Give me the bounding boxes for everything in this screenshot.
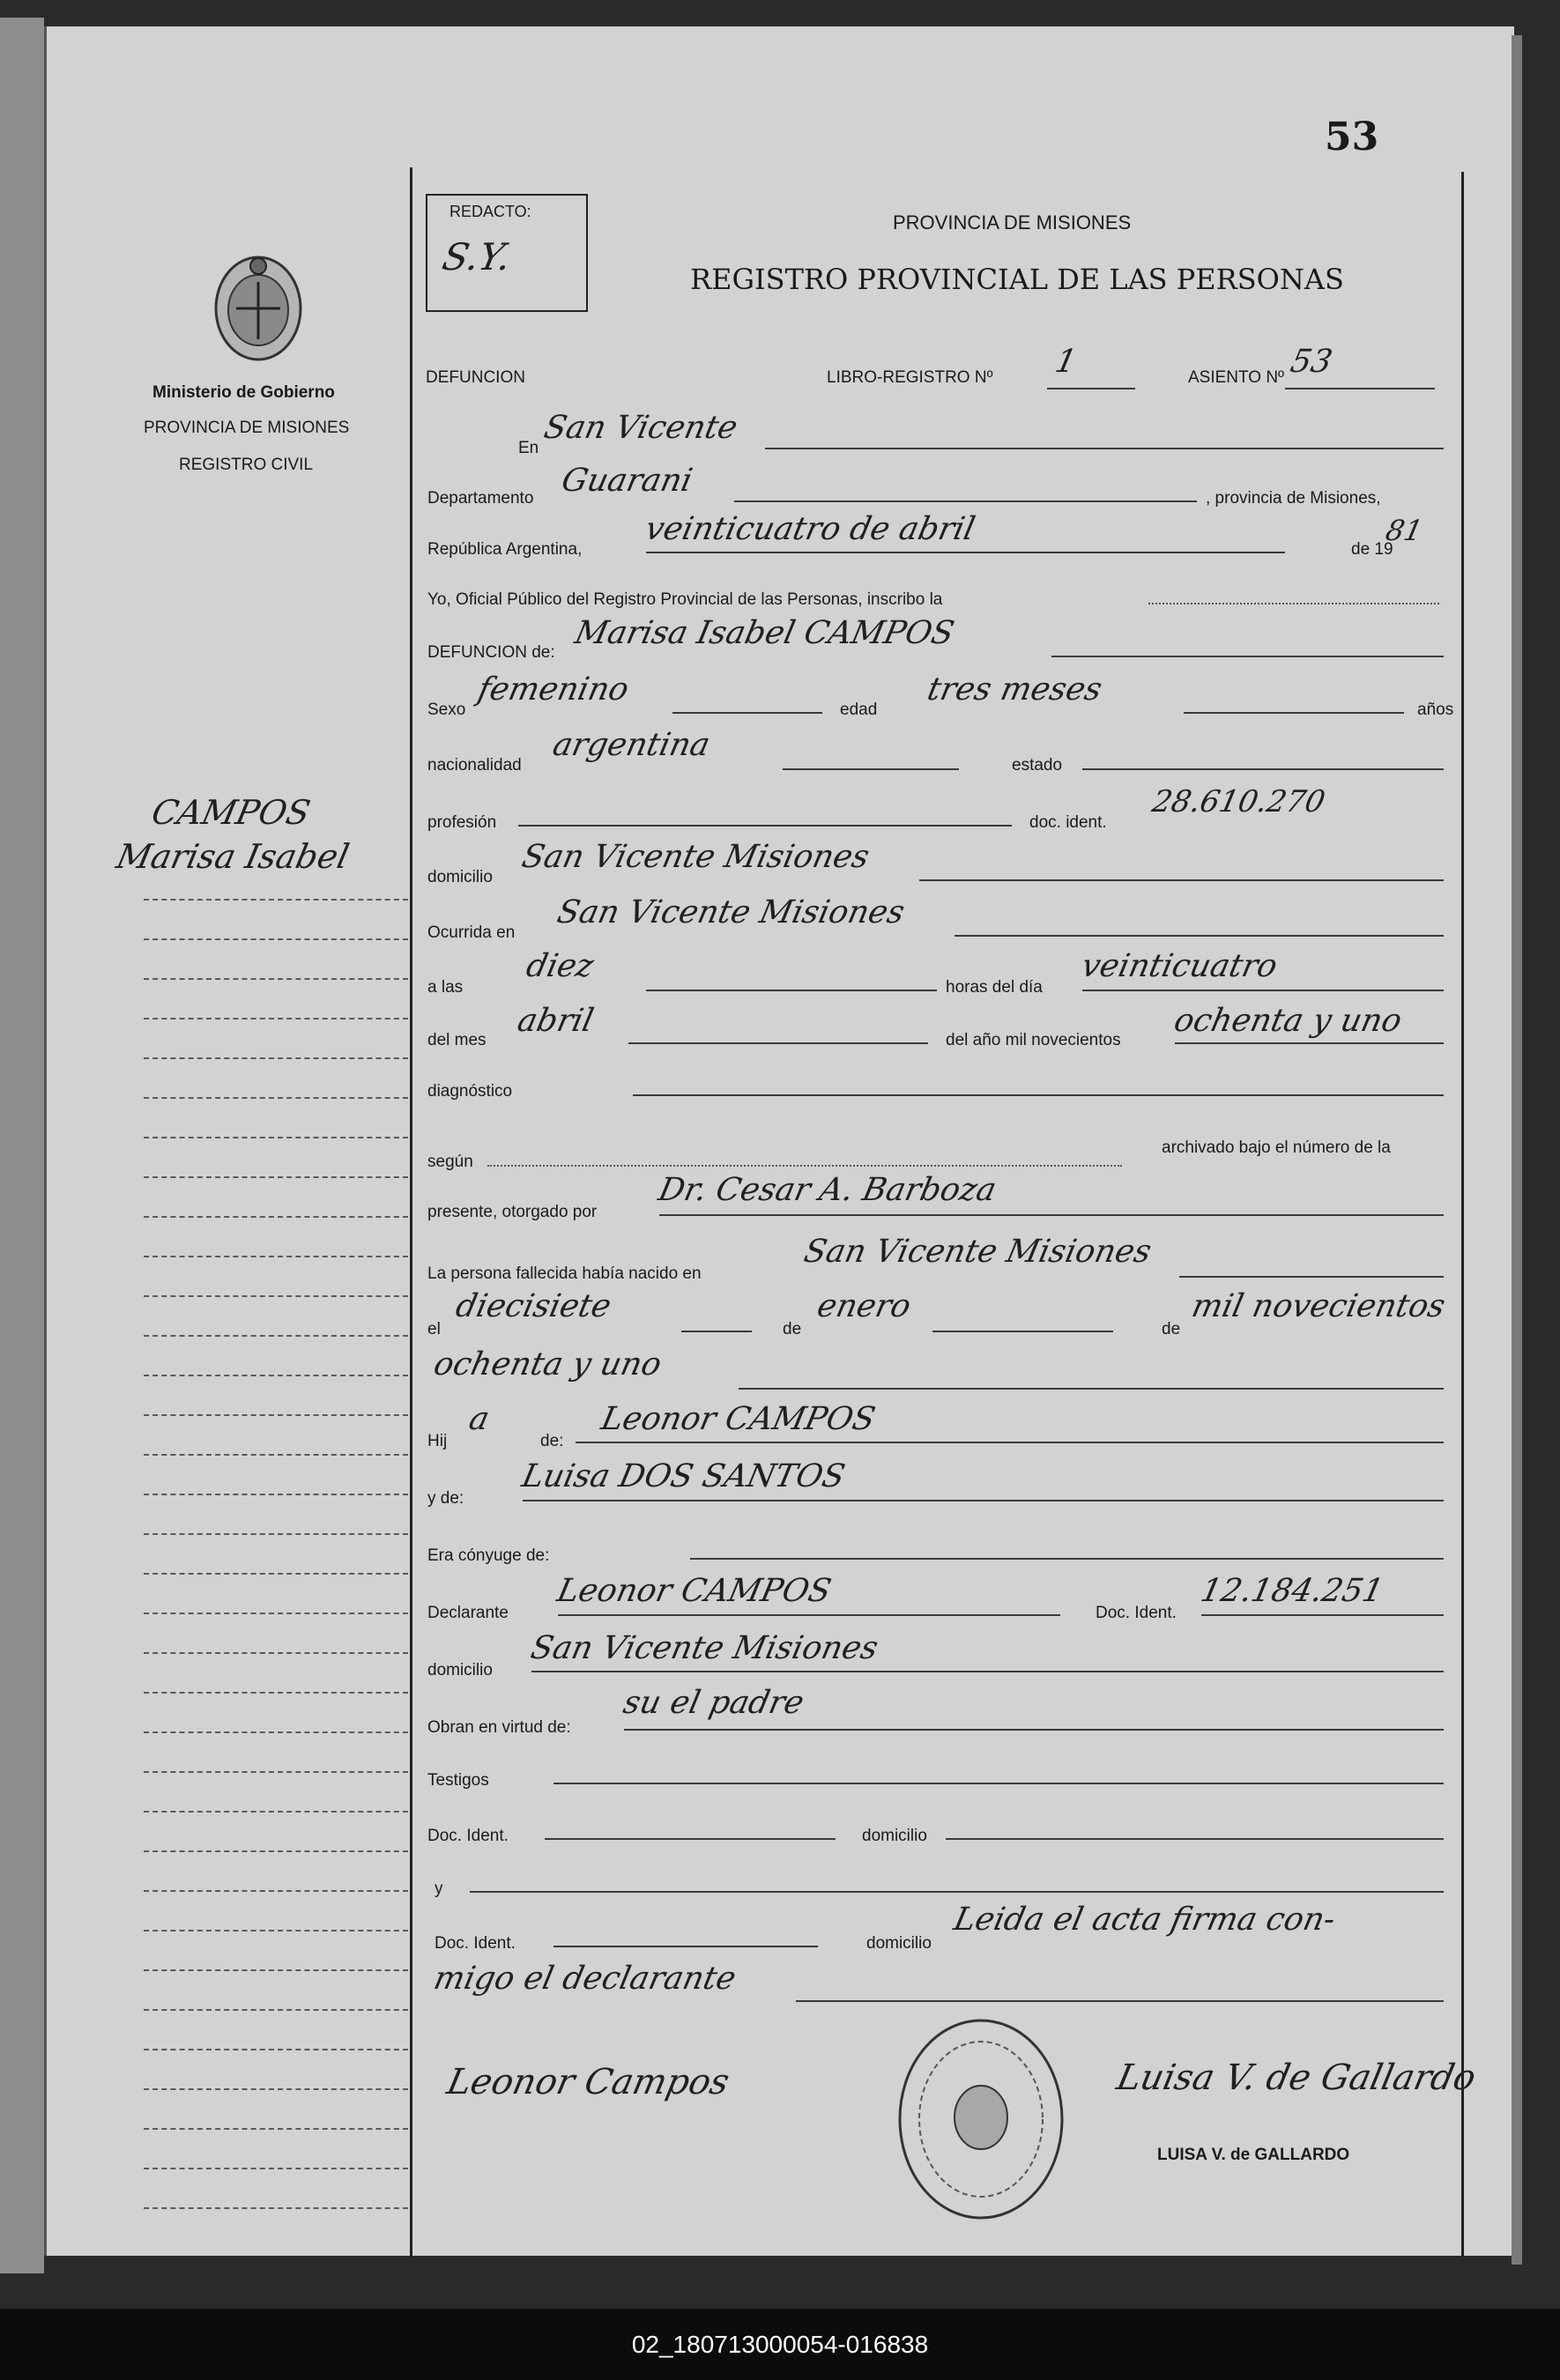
image-caption: 02_180713000054-016838 bbox=[631, 2331, 929, 2358]
margin-line bbox=[144, 938, 408, 940]
nacionalidad-label: nacionalidad bbox=[427, 756, 522, 775]
margin-line bbox=[144, 1414, 408, 1416]
coat-of-arms-icon bbox=[205, 247, 311, 366]
defuncion-label: DEFUNCION de: bbox=[427, 643, 555, 662]
republica-label: República Argentina, bbox=[427, 540, 583, 559]
horas-value: veinticuatro bbox=[1078, 948, 1281, 984]
margin-line bbox=[144, 1652, 408, 1654]
margin-line bbox=[144, 1216, 408, 1218]
margin-line bbox=[144, 1613, 408, 1614]
el-value: diecisiete bbox=[452, 1288, 614, 1324]
testigos-label: Testigos bbox=[427, 1771, 489, 1790]
a-las-value: diez bbox=[523, 948, 598, 984]
domicilio2-label: domicilio bbox=[427, 1661, 493, 1679]
nacido-label: La persona fallecida había nacido en bbox=[427, 1264, 702, 1283]
margin-line bbox=[144, 1097, 408, 1099]
margin-line bbox=[144, 1731, 408, 1733]
madre-value: Leonor CAMPOS bbox=[598, 1401, 879, 1437]
y2-line bbox=[470, 1891, 1444, 1893]
diagnostico-label: diagnóstico bbox=[427, 1082, 513, 1101]
ocurrida-value: San Vicente Misiones bbox=[553, 894, 908, 930]
margin-line bbox=[144, 1692, 408, 1694]
conyuge-label: Era cónyuge de: bbox=[427, 1546, 550, 1565]
doc-ident4-line bbox=[553, 1946, 818, 1947]
declarante-line bbox=[558, 1614, 1060, 1616]
oficial-line bbox=[1148, 603, 1439, 604]
redacto-value: S.Y. bbox=[438, 235, 516, 278]
margin-given-names: Marisa Isabel bbox=[113, 837, 353, 876]
continuation-value: ochenta y uno bbox=[430, 1346, 665, 1383]
obran-line bbox=[624, 1729, 1444, 1731]
estado-label: estado bbox=[1012, 756, 1063, 775]
el-label: el bbox=[427, 1320, 441, 1338]
margin-surname: CAMPOS bbox=[148, 793, 314, 832]
leida-continuation: migo el declarante bbox=[430, 1961, 739, 1997]
header-registry: REGISTRO PROVINCIAL DE LAS PERSONAS bbox=[690, 263, 1344, 296]
header-province: PROVINCIA DE MISIONES bbox=[893, 211, 1132, 234]
del-ano-line bbox=[1175, 1042, 1444, 1044]
page-number: 53 bbox=[1325, 115, 1379, 159]
asiento-line bbox=[1285, 388, 1435, 389]
y2-label: y bbox=[435, 1880, 443, 1898]
domicilio2-line bbox=[531, 1671, 1444, 1672]
margin-line bbox=[144, 899, 408, 901]
nacionalidad-value: argentina bbox=[549, 727, 714, 763]
declarante-value: Leonor CAMPOS bbox=[553, 1573, 835, 1609]
en-label: En bbox=[518, 439, 539, 457]
provincia-label: , provincia de Misiones, bbox=[1206, 489, 1381, 508]
horas-label: horas del día bbox=[946, 978, 1043, 997]
de2-value: mil novecientos bbox=[1188, 1288, 1449, 1324]
left-column-rule bbox=[410, 167, 412, 2256]
de-line bbox=[932, 1331, 1113, 1332]
presente-label: presente, otorgado por bbox=[427, 1203, 598, 1221]
diagnostico-line bbox=[633, 1094, 1444, 1096]
declarante-label: Declarante bbox=[427, 1604, 509, 1622]
nacido-line bbox=[1179, 1276, 1444, 1278]
estado-line bbox=[1082, 768, 1444, 770]
madre-line bbox=[576, 1442, 1444, 1443]
margin-line bbox=[144, 1335, 408, 1337]
anos-label: años bbox=[1417, 701, 1454, 719]
presente-value: Dr. Cesar A. Barboza bbox=[655, 1172, 999, 1208]
hij-suffix: a bbox=[465, 1401, 493, 1437]
profesion-label: profesión bbox=[427, 813, 497, 832]
margin-line bbox=[144, 1295, 408, 1297]
margin-line bbox=[144, 1256, 408, 1257]
nacionalidad-line bbox=[783, 768, 959, 770]
domicilio2-value: San Vicente Misiones bbox=[527, 1630, 881, 1666]
domicilio-value: San Vicente Misiones bbox=[518, 839, 873, 875]
official-seal-icon bbox=[893, 2013, 1069, 2225]
margin-line bbox=[144, 978, 408, 980]
archivado-label: archivado bajo el número de la bbox=[1162, 1138, 1391, 1157]
hij-label: Hij bbox=[427, 1432, 448, 1450]
right-column-rule bbox=[1461, 172, 1464, 2256]
doc-ident4-label: Doc. Ident. bbox=[435, 1934, 516, 1953]
margin-line bbox=[144, 1811, 408, 1813]
fecha-value: veinticuatro de abril bbox=[642, 511, 978, 547]
official-signature: Luisa V. de Gallardo bbox=[1113, 2057, 1480, 2098]
de19-label: de 19 bbox=[1351, 540, 1393, 559]
de2-label: de bbox=[1162, 1320, 1181, 1338]
official-stamp-name: LUISA V. de GALLARDO bbox=[1157, 2146, 1350, 2164]
domicilio3-line bbox=[946, 1838, 1444, 1840]
de-label: de bbox=[783, 1320, 802, 1338]
margin-line bbox=[144, 1771, 408, 1773]
del-mes-label: del mes bbox=[427, 1031, 487, 1049]
obran-value: su el padre bbox=[620, 1685, 807, 1721]
margin-line bbox=[144, 2088, 408, 2090]
register-page bbox=[44, 26, 1514, 2256]
sexo-value: femenino bbox=[474, 671, 632, 708]
asiento-label: ASIENTO Nº bbox=[1188, 368, 1284, 387]
margin-line bbox=[144, 2128, 408, 2130]
horas-line bbox=[1082, 990, 1444, 991]
defuncion-line bbox=[1051, 656, 1444, 657]
margin-line bbox=[144, 2049, 408, 2050]
obran-label: Obran en virtud de: bbox=[427, 1718, 571, 1737]
ocurrida-label: Ocurrida en bbox=[427, 923, 516, 942]
edad-line bbox=[1184, 712, 1404, 714]
margin-line bbox=[144, 1137, 408, 1138]
margin-line bbox=[144, 1573, 408, 1575]
presente-line bbox=[659, 1214, 1444, 1216]
sexo-label: Sexo bbox=[427, 701, 466, 719]
ministry-registry: REGISTRO CIVIL bbox=[179, 456, 314, 474]
margin-line bbox=[144, 1375, 408, 1376]
del-mes-line bbox=[628, 1042, 928, 1044]
margin-line bbox=[144, 1176, 408, 1178]
a-las-line bbox=[646, 990, 937, 991]
previous-page-edge bbox=[0, 18, 44, 2273]
en-line bbox=[765, 448, 1444, 449]
margin-line bbox=[144, 1057, 408, 1059]
redacto-box bbox=[426, 194, 588, 312]
departamento-line bbox=[734, 500, 1197, 502]
sexo-line bbox=[672, 712, 822, 714]
margin-line bbox=[144, 1890, 408, 1892]
asiento-value: 53 bbox=[1287, 344, 1336, 380]
doc-ident-value: 28.610.270 bbox=[1148, 784, 1328, 819]
departamento-value: Guarani bbox=[558, 463, 696, 499]
ministry-title: Ministerio de Gobierno bbox=[152, 383, 335, 402]
year-value: 81 bbox=[1382, 514, 1426, 547]
margin-line bbox=[144, 1454, 408, 1456]
margin-line bbox=[144, 1969, 408, 1971]
domicilio-label: domicilio bbox=[427, 868, 493, 886]
leida-value: Leida el acta firma con- bbox=[950, 1902, 1339, 1938]
defuncion-value: Marisa Isabel CAMPOS bbox=[571, 615, 958, 651]
doc-ident2-value: 12.184.251 bbox=[1197, 1573, 1387, 1609]
del-ano-value: ochenta y uno bbox=[1170, 1003, 1406, 1039]
domicilio-line bbox=[919, 879, 1444, 881]
doc-ident-label: doc. ident. bbox=[1029, 813, 1107, 832]
fecha-line bbox=[646, 552, 1285, 553]
ocurrida-line bbox=[955, 935, 1444, 937]
hij-de-label: de: bbox=[540, 1432, 564, 1450]
domicilio4-label: domicilio bbox=[866, 1934, 932, 1953]
redacto-label: REDACTO: bbox=[449, 203, 531, 220]
departamento-label: Departamento bbox=[427, 489, 534, 508]
margin-line bbox=[144, 1018, 408, 1019]
de-value: enero bbox=[813, 1288, 915, 1324]
margin-line bbox=[144, 1494, 408, 1495]
del-ano-label: del año mil novecientos bbox=[946, 1031, 1121, 1049]
oficial-label: Yo, Oficial Público del Registro Provincial de las Personas, inscribo la bbox=[427, 590, 943, 609]
margin-line bbox=[144, 1850, 408, 1852]
doc-ident3-label: Doc. Ident. bbox=[427, 1827, 509, 1845]
continuation-line bbox=[739, 1388, 1444, 1390]
libro-line bbox=[1047, 388, 1135, 389]
del-mes-value: abril bbox=[514, 1003, 598, 1039]
margin-line bbox=[144, 1930, 408, 1931]
y-de-value: Luisa DOS SANTOS bbox=[518, 1458, 849, 1494]
margin-line bbox=[144, 2207, 408, 2209]
domicilio3-label: domicilio bbox=[862, 1827, 927, 1845]
en-value: San Vicente bbox=[540, 410, 741, 446]
conyuge-line bbox=[690, 1558, 1444, 1560]
nacido-value: San Vicente Misiones bbox=[800, 1234, 1155, 1270]
margin-line bbox=[144, 1533, 408, 1535]
doc-ident2-label: Doc. Ident. bbox=[1096, 1604, 1177, 1622]
el-line bbox=[681, 1331, 752, 1332]
margin-line bbox=[144, 2009, 408, 2011]
margin-line bbox=[144, 2168, 408, 2169]
declarante-signature: Leonor Campos bbox=[443, 2062, 733, 2102]
y-de-line bbox=[523, 1500, 1444, 1501]
act-type: DEFUNCION bbox=[426, 368, 525, 387]
leida-continuation-line bbox=[796, 2000, 1444, 2002]
segun-line bbox=[487, 1165, 1122, 1167]
segun-label: según bbox=[427, 1153, 473, 1171]
doc-ident2-line bbox=[1201, 1614, 1444, 1616]
book-cover-edge bbox=[1512, 35, 1522, 2265]
profesion-line bbox=[518, 825, 1012, 827]
edad-label: edad bbox=[840, 701, 878, 719]
y-de-label: y de: bbox=[427, 1489, 464, 1508]
testigos-line bbox=[553, 1783, 1444, 1784]
edad-value: tres meses bbox=[924, 671, 1105, 708]
a-las-label: a las bbox=[427, 978, 464, 997]
libro-label: LIBRO-REGISTRO Nº bbox=[827, 368, 993, 387]
ministry-province: PROVINCIA DE MISIONES bbox=[144, 419, 350, 437]
libro-value: 1 bbox=[1051, 344, 1081, 380]
doc-ident3-line bbox=[545, 1838, 836, 1840]
